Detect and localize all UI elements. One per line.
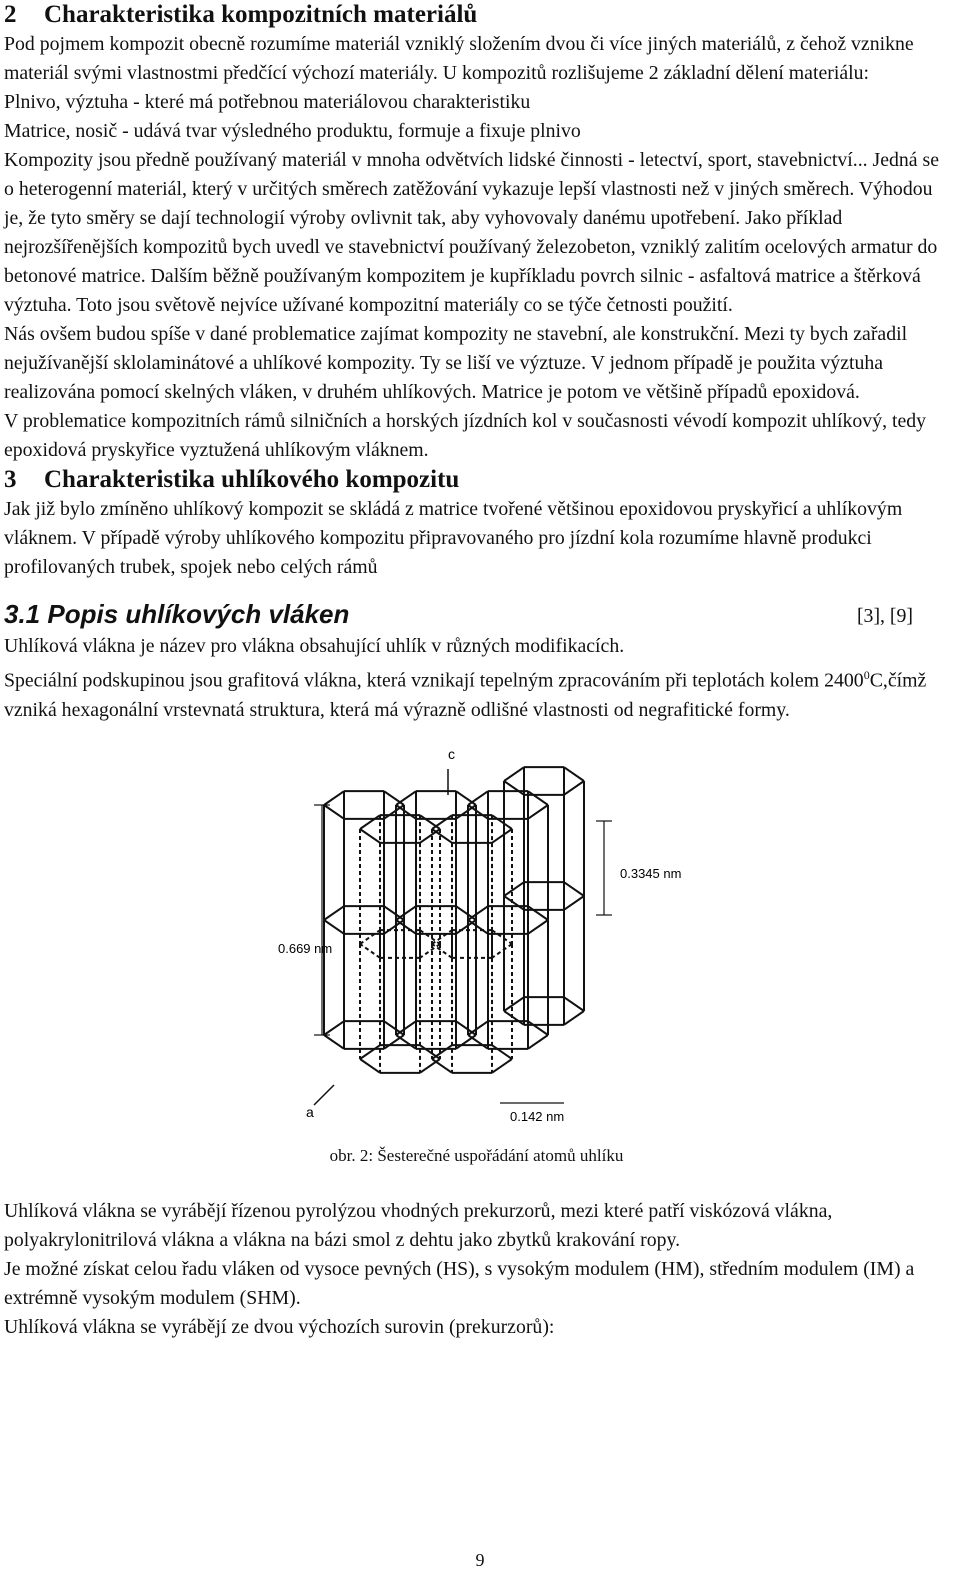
hexagon-edge xyxy=(384,791,404,805)
hexagon-edge xyxy=(456,906,476,920)
hexagon-edge xyxy=(504,997,524,1011)
paragraph xyxy=(4,661,949,725)
a-axis-line xyxy=(314,1085,334,1105)
hexagon-edge xyxy=(492,1045,512,1059)
hexagon-edge xyxy=(360,1059,380,1073)
hexagon-edge xyxy=(492,829,512,843)
hexagon-edge xyxy=(456,805,476,819)
hexagon-edge xyxy=(420,930,440,944)
dimension-label-bond: 0.142 nm xyxy=(510,1108,565,1124)
hexagon-edge xyxy=(492,1059,512,1073)
page-number: 9 xyxy=(475,1550,485,1570)
section-number: 3.1 xyxy=(4,599,41,629)
hexagon-edge xyxy=(528,805,548,819)
section-number: 2 xyxy=(4,1,17,28)
hexagon-edge xyxy=(468,805,488,819)
hexagon-edge xyxy=(420,1059,440,1073)
hexagon-edge xyxy=(564,1011,584,1025)
section-number: 3 xyxy=(4,466,17,493)
hexagon-edge xyxy=(420,815,440,829)
hexagon-edge xyxy=(564,781,584,795)
hexagon-edge xyxy=(492,930,512,944)
hexagon-edge xyxy=(432,1045,452,1059)
hexagon-edge xyxy=(324,1035,344,1049)
hexagon-edge xyxy=(384,1035,404,1049)
paragraph: Uhlíková vlákna je název pro vlákna obsahující uhlík v různých modifikacích. xyxy=(4,635,625,657)
hexagon-edge xyxy=(396,805,416,819)
hexagon-edge xyxy=(468,1021,488,1035)
hexagon-edge xyxy=(324,791,344,805)
hexagon-edge xyxy=(420,944,440,958)
hexagon-edge xyxy=(432,944,452,958)
hexagon-edge xyxy=(528,1021,548,1035)
hexagon-edge xyxy=(528,906,548,920)
section-3-heading xyxy=(4,465,949,495)
hexagon-edge xyxy=(504,781,524,795)
hexagon-edge xyxy=(564,767,584,781)
hexagon-edge xyxy=(504,882,524,896)
hexagon-edge xyxy=(384,906,404,920)
hexagon-edge xyxy=(384,920,404,934)
hexagon-edge xyxy=(396,1035,416,1049)
paragraph: Uhlíková vlákna se vyrábějí řízenou pyrolýzou vhodných prekurzorů, mezi které patří viskózová vlákna, polyakrylonitrilová vlákna a vlákna na bázi smol z dehtu jako zbytků krakování ropy. xyxy=(4,1199,833,1251)
hexagon-edge xyxy=(360,944,380,958)
figure-caption: obr. 2: Šesterečné uspořádání atomů uhlíku xyxy=(329,1145,624,1165)
dimension-label-height: 0.669 nm xyxy=(278,940,333,956)
axis-label-c: c xyxy=(448,745,455,762)
hexagon-edge xyxy=(468,920,488,934)
paragraph-text: C,čímž vzniká hexagonální vrstevnatá struktura, která má výrazně odlišné vlastnosti od negrafitické formy. xyxy=(4,669,927,721)
hexagon-edge xyxy=(396,791,416,805)
hexagon-edge xyxy=(528,920,548,934)
lattice-lines xyxy=(314,767,612,1105)
section-title: Popis uhlíkových vláken xyxy=(47,599,350,629)
hexagon-edge xyxy=(456,1021,476,1035)
hexagon-edge xyxy=(360,1045,380,1059)
hexagon-edge xyxy=(468,1035,488,1049)
hexagon-edge xyxy=(492,815,512,829)
section-title: Charakteristika kompozitních materiálů xyxy=(44,1,478,28)
dimension-label-layer: 0.3345 nm xyxy=(620,865,682,881)
section-3-1-heading xyxy=(4,596,949,632)
hexagon-edge xyxy=(384,805,404,819)
paragraph: Jak již bylo zmíněno uhlíkový kompozit se skládá z matrice tvořené většinou epoxidovou pryskyřicí a uhlíkovým vláknem. V případě výroby uhlíkového kompozitu připravovaného pro jízdní kola rozumíme hlavně produkci profilovaných trubek, spojek nebo celých rámů xyxy=(4,498,903,578)
paragraph: Uhlíková vlákna se vyrábějí ze dvou výchozích surovin (prekurzorů): xyxy=(4,1315,555,1338)
hexagon-edge xyxy=(564,896,584,910)
graphite-lattice-diagram xyxy=(4,725,949,1135)
hexagon-edge xyxy=(324,906,344,920)
hexagon-edge xyxy=(324,805,344,819)
hexagon-edge xyxy=(420,1045,440,1059)
hexagon-edge xyxy=(564,997,584,1011)
paragraph: Plnivo, výztuha - které má potřebnou materiálovou charakteristiku xyxy=(4,91,531,113)
hexagon-edge xyxy=(324,1021,344,1035)
hexagon-edge xyxy=(432,930,452,944)
hexagon-edge xyxy=(468,791,488,805)
hexagon-edge xyxy=(432,815,452,829)
references: [3], [9] xyxy=(856,605,913,627)
hexagon-edge xyxy=(432,1059,452,1073)
paragraph: Pod pojmem kompozit obecně rozumíme materiál vzniklý složením dvou či více jiných materiálů, z čehož vznikne materiál svými vlastnostmi předčící výchozí materiály. U kompozitů rozlišujeme 2 základní dělení materiálu: xyxy=(4,33,914,84)
hexagon-edge xyxy=(384,1021,404,1035)
paragraph: V problematice kompozitních rámů silničních a horských jízdních kol v současnosti vévodí kompozit uhlíkový, tedy epoxidová pryskyřice vyztužená uhlíkovým vláknem. xyxy=(4,410,927,461)
paragraph: Kompozity jsou předně používaný materiál v mnoha odvětvích lidské činnosti - letectví, sport, stavebnictví... Jedná se o heterogenní materiál, který v určitých směrech zatěžování vykazuje lepší vlastnosti než v jiných směrech. Výhodou je, že tyto směry se dají technologií výroby ovlivnit tak, aby vyhovovaly danému upotřebení. Jako příklad nejrozšířenějších kompozitů bych uvedl ve stavebnictví používaný železobeton, vzniklý zalitím ocelových armatur do betonové matrice. Dalším běžně používaným kompozitem je kupříkladu povrch silnic - asfaltová matrice a štěrková výztuha. Toto jsou světově nejvíce užívané kompozitní materiály co se týče četnosti použití. xyxy=(4,149,939,316)
hexagon-edge xyxy=(504,896,524,910)
hexagon-edge xyxy=(456,791,476,805)
document-page xyxy=(4,0,949,1342)
hexagon-edge xyxy=(396,920,416,934)
hexagon-edge xyxy=(420,829,440,843)
hexagon-edge xyxy=(360,930,380,944)
graphite-structure-figure xyxy=(4,725,949,1145)
hexagon-edge xyxy=(360,815,380,829)
hexagon-edge xyxy=(396,906,416,920)
superscript: 0 xyxy=(863,668,870,682)
hexagon-edge xyxy=(492,944,512,958)
hexagon-edge xyxy=(456,920,476,934)
paragraph: Matrice, nosič - udává tvar výsledného produktu, formuje a fixuje plnivo xyxy=(4,120,581,142)
hexagon-edge xyxy=(360,829,380,843)
paragraph: Je možné získat celou řadu vláken od vysoce pevných (HS), s vysokým modulem (HM), středním modulem (IM) a extrémně vysokým modulem (SHM). xyxy=(4,1257,915,1309)
hexagon-edge xyxy=(504,767,524,781)
hexagon-edge xyxy=(432,829,452,843)
hexagon-edge xyxy=(456,1035,476,1049)
section-2-heading xyxy=(4,0,949,30)
hexagon-edge xyxy=(504,1011,524,1025)
hexagon-edge xyxy=(324,920,344,934)
hexagon-edge xyxy=(564,882,584,896)
hexagon-edge xyxy=(528,791,548,805)
hexagon-edge xyxy=(396,1021,416,1035)
axis-label-a: a xyxy=(306,1103,314,1120)
paragraph: Nás ovšem budou spíše v dané problematice zajímat kompozity ne stavební, ale konstrukční. Mezi ty bych zařadil nejužívanější sklolaminátové a uhlíkové kompozity. Ty se liší ve výztuze. V jednom případě je použita výztuha realizována pomocí skelných vláken, v druhém uhlíkových. Matrice je potom ve většině případů epoxidová. xyxy=(4,323,908,403)
hexagon-edge xyxy=(528,1035,548,1049)
section-title: Charakteristika uhlíkového kompozitu xyxy=(44,466,460,493)
hexagon-edge xyxy=(468,906,488,920)
paragraph-text: Speciální podskupinou jsou grafitová vlákna, která vznikají tepelným zpracováním při teplotách kolem 2400 xyxy=(4,669,864,692)
